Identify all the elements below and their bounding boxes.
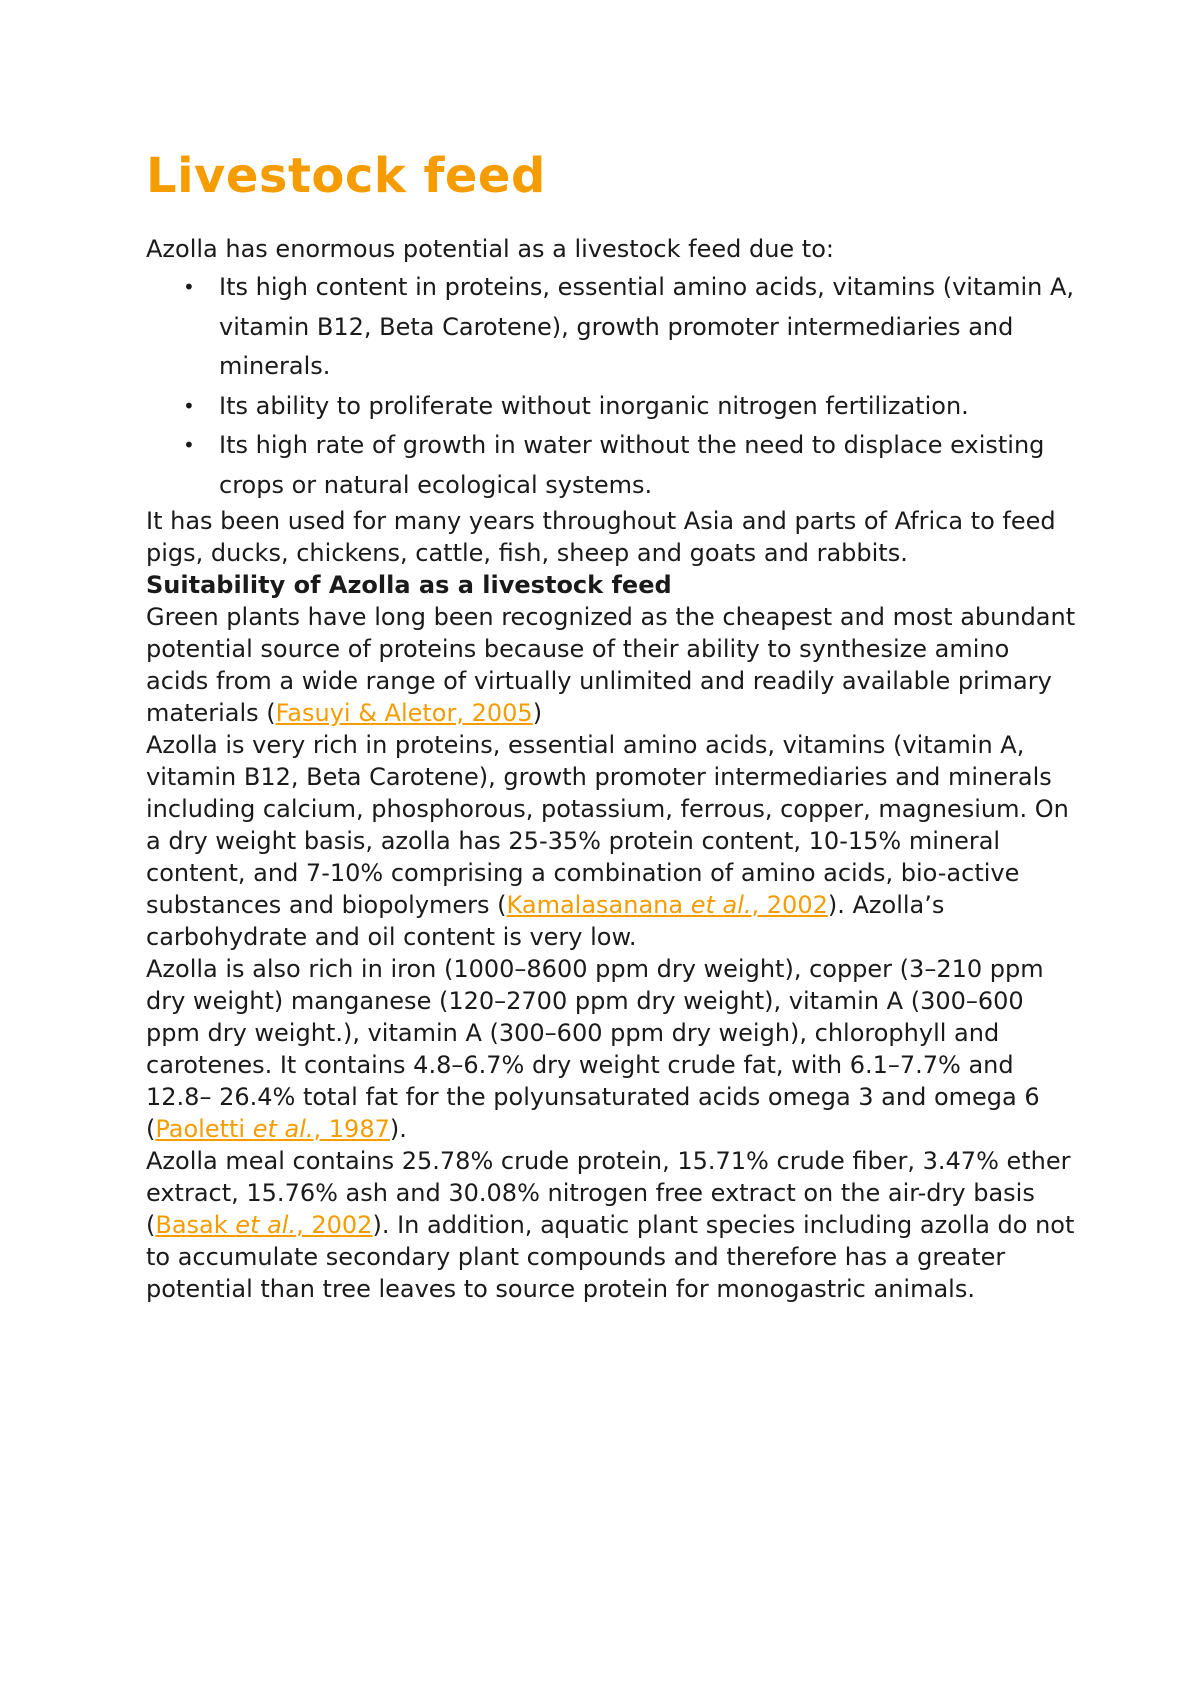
citation-year: , 1987 xyxy=(313,1115,390,1143)
citation-year: , 2002 xyxy=(751,891,828,919)
bullet-icon: • xyxy=(183,275,195,299)
citation-year: , 2002 xyxy=(296,1211,373,1239)
page-title: Livestock feed xyxy=(146,148,546,204)
bullet-icon: • xyxy=(183,393,195,418)
paragraph-text-after: ). Azolla’s carbohydrate and oil content is very low. xyxy=(146,891,945,951)
citation-author: Basak xyxy=(155,1211,236,1239)
citation-link-paoletti[interactable] xyxy=(155,1115,390,1143)
list-item xyxy=(183,426,1076,505)
green-plants-paragraph xyxy=(146,601,1076,729)
list-item-text: Its high content in proteins, essential amino acids, vitamins (vitamin A, vitamin B12, Beta Carotene), growth promoter intermediaries and minerals. xyxy=(219,273,1075,380)
minerals-paragraph xyxy=(146,953,1076,1145)
paragraph-text-after: ). In addition, aquatic plant species including azolla do not to accumulate secondary plant compounds and therefore has a greater potential than tree leaves to source protein for monogastric animals. xyxy=(146,1211,1075,1303)
list-item xyxy=(183,387,1076,427)
meal-paragraph xyxy=(146,1145,1076,1305)
list-item-text: Its ability to proliferate without inorganic nitrogen fertilization. xyxy=(219,391,969,420)
citation-etal: et al. xyxy=(235,1211,297,1239)
feature-list xyxy=(146,268,1076,505)
document-page xyxy=(146,140,1076,1305)
citation-author: Paoletti xyxy=(155,1115,253,1143)
paragraph-text: Azolla is also rich in iron (1000–8600 ppm dry weight), copper (3–210 ppm dry weight) manganese (120–2700 ppm dry weight), vitamin A (300–600 ppm dry weight.), vitamin A (300–600 ppm dry weigh), chlorophyll and carotenes. It contains 4.8–6.7% dry weight crude fat, with 6.1–7.7% and 12.8– 26.4% total fat for the polyunsaturated acids omega 3 and omega 6 ( xyxy=(146,955,1044,1143)
citation-etal: et al. xyxy=(690,891,752,919)
paragraph-text: Azolla is very rich in proteins, essential amino acids, vitamins (vitamin A, vitamin B12, Beta Carotene), growth promoter intermediaries and minerals including calcium, phosphorous, potassium, ferrous, copper, magnesium. On a dry weight basis, azolla has 25-35% protein content, 10-15% mineral content, and 7-10% comprising a combination of amino acids, bio-active substances and biopolymers ( xyxy=(146,731,1069,919)
paragraph-text-after: ). xyxy=(389,1115,407,1143)
list-item xyxy=(183,268,1076,387)
list-item-text: Its high rate of growth in water without the need to displace existing crops or natural ecological systems. xyxy=(219,431,1045,499)
citation-author: Kamalasanana xyxy=(506,891,691,919)
citation-link-kamalasanana[interactable] xyxy=(507,891,828,919)
paragraph-text: Azolla meal contains 25.78% crude protein, 15.71% crude fiber, 3.47% ether extract, 15.76% ash and 30.08% nitrogen free extract on the air-dry basis ( xyxy=(146,1147,1071,1239)
citation-link-basak[interactable] xyxy=(155,1211,372,1239)
paragraph-text: Green plants have long been recognized as the cheapest and most abundant potential source of proteins because of their ability to synthesize amino acids from a wide range of virtually unlimited and readily available primary materials ( xyxy=(146,603,1076,727)
history-paragraph: It has been used for many years throughout Asia and parts of Africa to feed pigs, ducks, chickens, cattle, fish, sheep and goats and rabbits. xyxy=(146,507,1056,567)
citation-link-fasuyi[interactable]: Fasuyi & Aletor, 2005 xyxy=(275,699,533,727)
composition-paragraph xyxy=(146,729,1076,953)
bullet-icon: • xyxy=(183,433,195,457)
section-heading: Suitability of Azolla as a livestock feed xyxy=(146,571,672,599)
citation-etal: et al. xyxy=(252,1115,314,1143)
intro-paragraph: Azolla has enormous potential as a livestock feed due to: xyxy=(146,235,834,263)
paragraph-text-after: ) xyxy=(532,699,543,727)
